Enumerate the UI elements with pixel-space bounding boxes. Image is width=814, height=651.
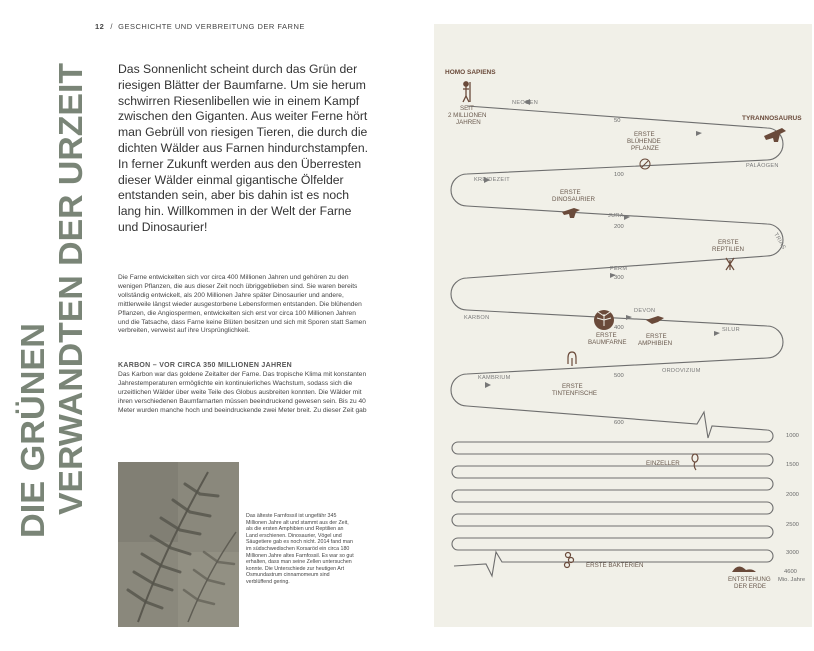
label-seit: SEIT	[460, 105, 474, 112]
period-jura: JURA	[608, 213, 624, 219]
label-einzeller: EINZELLER	[646, 460, 680, 467]
photo-caption: Das älteste Farnfossil ist ungefähr 345 Millionen Jahre alt und stammt aus der Zeit, als die ersten Amphibien und Reptilien an Land erschienen. Dinosaurier, Vögel und Säugetiere gab es noch nicht. 2014 fand man im südschwedischen Korsaröd ein circa 180 Millionen Jahre altes Farnfossil. Es war so gut erhalten, dass man seine Zellen untersuchen konnte. Die Unterschiede zur heutigen Art Osmundastrum cinnamomeum sind verblüffend gering.	[246, 513, 354, 585]
tree-fern-icon	[594, 310, 614, 330]
period-karbon: KARBON	[464, 315, 490, 321]
fern-fossil-photo	[118, 462, 239, 627]
bacteria-icon	[565, 553, 574, 568]
label-erste-2: ERSTE	[560, 189, 581, 196]
label-reptilien: REPTILIEN	[712, 246, 744, 253]
tick-300: 300	[614, 275, 624, 281]
tick-50: 50	[614, 118, 621, 124]
tick-400: 400	[614, 325, 624, 331]
unit-mio-jahre: Mio. Jahre	[778, 577, 806, 583]
label-tyrannosaurus: TYRANNOSAURUS	[742, 115, 802, 122]
period-neogen: NEOGEN	[512, 100, 539, 106]
tick-100: 100	[614, 172, 624, 178]
vertical-title	[8, 60, 89, 540]
period-silur: SILUR	[722, 327, 740, 333]
leaf-icon	[640, 159, 650, 169]
label-pflanze: PFLANZE	[631, 145, 659, 152]
period-devon: DEVON	[634, 308, 656, 314]
tick-1000: 1000	[786, 433, 799, 439]
tick-4600: 4600	[784, 569, 797, 575]
section-title: GESCHICHTE UND VERBREITUNG DER FARNE	[118, 22, 305, 31]
label-tintenfische: TINTENFISCHE	[552, 390, 598, 397]
label-baumfarne: BAUMFARNE	[588, 339, 627, 346]
label-amphibien: AMPHIBIEN	[638, 340, 673, 347]
title-line-2: VERWANDTEN DER URZEIT	[52, 73, 89, 515]
running-header	[95, 22, 305, 31]
period-kreidezeit: KREIDEZEIT	[474, 177, 510, 183]
label-erste-5: ERSTE	[646, 333, 667, 340]
label-erste-bakterien: ERSTE BAKTERIEN	[586, 562, 644, 569]
tick-1500: 1500	[786, 462, 799, 468]
label-erste-1: ERSTE	[634, 131, 655, 138]
body-paragraph-2: Das Karbon war das goldene Zeitalter der Farne. Das tropische Klima mit konstanten Jahrestemperaturen ermöglichte ein kontinuierliches Wachstum, sodass sich die urzeitlichen Wälder über weite Teile des Globus ausbreiten konnten. Die Wälder mit ihren verschiedenen Baumfarnarten müssen beeindruckend gewesen sein. Bis zu 40 Meter wurden manche hoch und beeindruckende zwei Meter breit. Zu dieser Zeit gab	[118, 371, 367, 414]
period-kambrium: KAMBRIUM	[478, 375, 511, 381]
human-icon	[463, 82, 470, 102]
tick-500: 500	[614, 373, 624, 379]
label-erste-4: ERSTE	[596, 332, 617, 339]
earth-mound-icon	[732, 566, 756, 572]
title-line-1: DIE GRÜNEN	[14, 330, 51, 538]
label-erste-3: ERSTE	[718, 239, 739, 246]
period-palaogen: PALÄOGEN	[746, 163, 779, 169]
label-erste-6: ERSTE	[562, 383, 583, 390]
reptile-icon	[726, 258, 734, 270]
tick-2500: 2500	[786, 522, 799, 528]
label-jahren: JAHREN	[456, 119, 481, 126]
body-paragraph-1: Die Farne entwickelten sich vor circa 400 Millionen Jahren und gehören zu den wenigen Pflanzen, die aus dieser Zeit noch übriggeblieben sind. Sie waren bereits vollständig entwickelt, als 200 Millionen Jahre später Dinosaurier und andere, mittlerweile längst wieder ausgestorbene Lebensformen entstanden. Die blühenden Pflanzen, die Angiospermen, entwickelten sich erst vor circa 100 Millionen Jahren und die Tatsache, dass Farne keine Blüten besitzen und sich mit Sporen statt Samen verbreiten, verweist auf ihre Ursprünglichkeit.	[118, 274, 367, 335]
label-2-millionen: 2 MILLIONEN	[448, 112, 487, 119]
period-trias: TRIAS	[772, 232, 787, 251]
label-der-erde: DER ERDE	[734, 583, 766, 590]
tick-2000: 2000	[786, 492, 799, 498]
tick-600: 600	[614, 420, 624, 426]
tick-200: 200	[614, 224, 624, 230]
tick-3000: 3000	[786, 550, 799, 556]
subheading-karbon: KARBON – VOR CIRCA 350 MILLIONEN JAHREN	[118, 362, 293, 369]
timeline-panel	[434, 24, 812, 627]
label-dinosaurier: DINOSAURIER	[552, 196, 595, 203]
squid-icon	[568, 352, 576, 366]
header-separator: /	[110, 22, 113, 31]
label-entstehung: ENTSTEHUNG	[728, 576, 771, 583]
intro-paragraph: Das Sonnenlicht scheint durch das Grün der riesigen Blätter der Baumfarne. Um sie herum schwirren Riesenlibellen wie in einem Kampf zwischen den Giganten. Aus weiter Ferne hört man Gebrüll von riesigen Tieren, die durch die dichten Wälder aus Farnen hindurchstampfen. In ferner Zukunft werden aus den Überresten dieser Wälder einmal gigantische Ölfelder entstanden sein, aber bis dahin ist es noch lang hin. Willkommen in der Welt der Farne und Dinosaurier!	[118, 62, 368, 234]
cell-icon	[692, 454, 698, 470]
period-perm: PERM	[610, 266, 628, 272]
label-bluehende: BLÜHENDE	[627, 138, 661, 145]
label-homo-sapiens: HOMO SAPIENS	[445, 69, 496, 76]
period-ordovizium: ORDOVIZIUM	[662, 368, 701, 374]
page-number: 12	[95, 22, 105, 31]
